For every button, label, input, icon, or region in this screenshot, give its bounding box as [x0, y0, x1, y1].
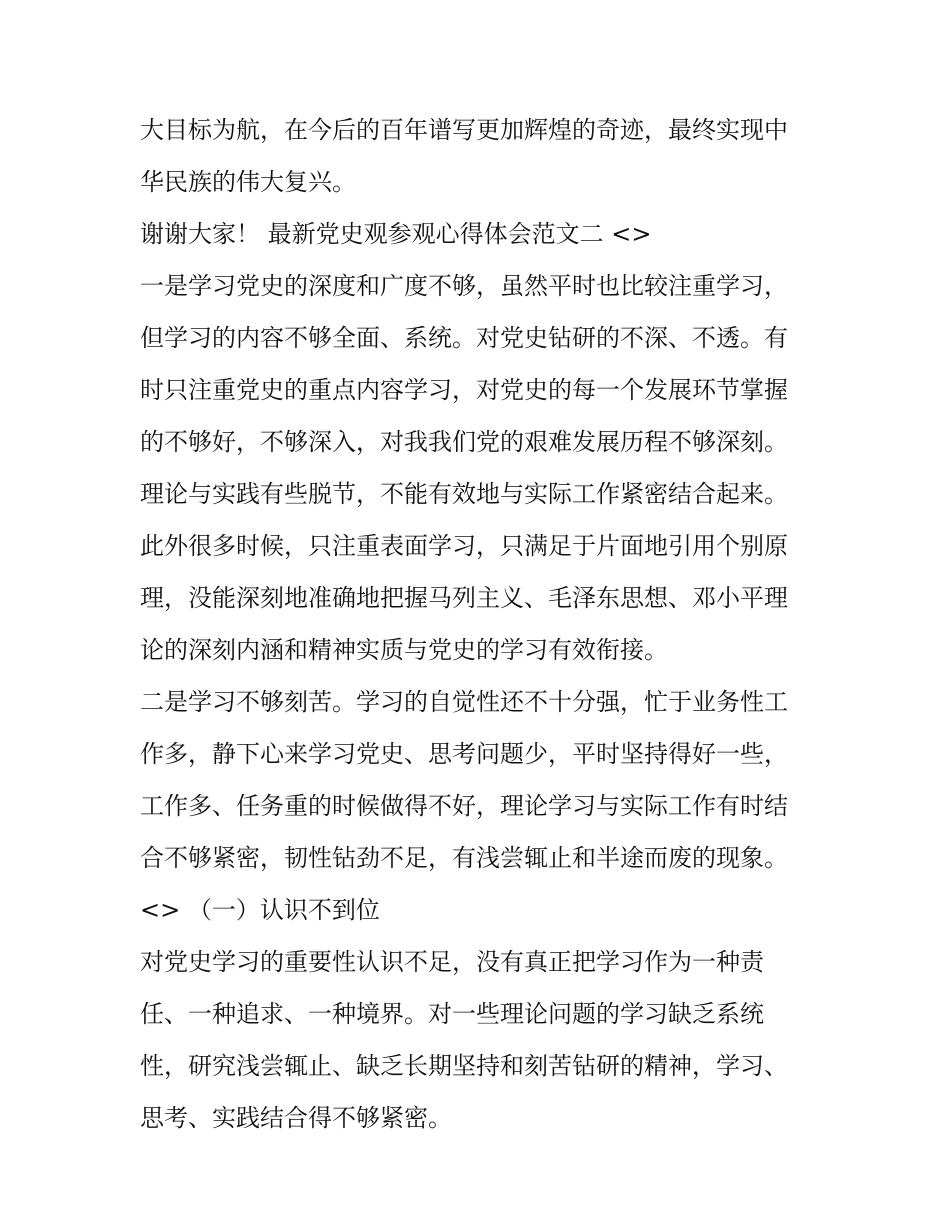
text-line: 合不够紧密，韧性钻劲不足，有浅尝辄止和半途而废的现象。 — [140, 844, 788, 872]
text-line: 任、一种追求、一种境界。对一些理论问题的学习缺乏系统 — [140, 1000, 764, 1028]
text-line: 理，没能深刻地准确地把握马列主义、毛泽东思想、邓小平理 — [140, 584, 788, 612]
text-line: 性，研究浅尝辄止、缺乏长期坚持和刻苦钻研的精神，学习、 — [140, 1052, 788, 1080]
text-line: 大目标为航，在今后的百年谱写更加辉煌的奇迹，最终实现中 — [140, 116, 788, 144]
text-line: 的不够好，不够深入，对我我们党的艰难发展历程不够深刻。 — [140, 428, 788, 456]
text-line: 一是学习党史的深度和广度不够，虽然平时也比较注重学习， — [140, 272, 788, 300]
text-line: 二是学习不够刻苦。学习的自觉性还不十分强，忙于业务性工 — [140, 688, 788, 716]
text-line: 理论与实践有些脱节，不能有效地与实际工作紧密结合起来。 — [140, 480, 788, 508]
document-body — [140, 104, 820, 1144]
text-line: 论的深刻内涵和精神实质与党史的学习有效衔接。 — [140, 636, 668, 664]
text-line: 谢谢大家！ 最新党史观参观心得体会范文二 <> — [140, 220, 652, 248]
text-line: 对党史学习的重要性认识不足，没有真正把学习作为一种责 — [140, 948, 764, 976]
text-line: 华民族的伟大复兴。 — [140, 168, 356, 196]
text-line: <> （一）认识不到位 — [140, 896, 380, 924]
text-line: 但学习的内容不够全面、系统。对党史钻研的不深、不透。有 — [140, 324, 788, 352]
text-line: 时只注重党史的重点内容学习，对党史的每一个发展环节掌握 — [140, 376, 788, 404]
text-line: 思考、实践结合得不够紧密。 — [140, 1104, 452, 1132]
text-line: 作多，静下心来学习党史、思考问题少，平时坚持得好一些， — [140, 740, 788, 768]
text-line: 此外很多时候，只注重表面学习，只满足于片面地引用个别原 — [140, 532, 788, 560]
text-line: 工作多、任务重的时候做得不好，理论学习与实际工作有时结 — [140, 792, 788, 820]
